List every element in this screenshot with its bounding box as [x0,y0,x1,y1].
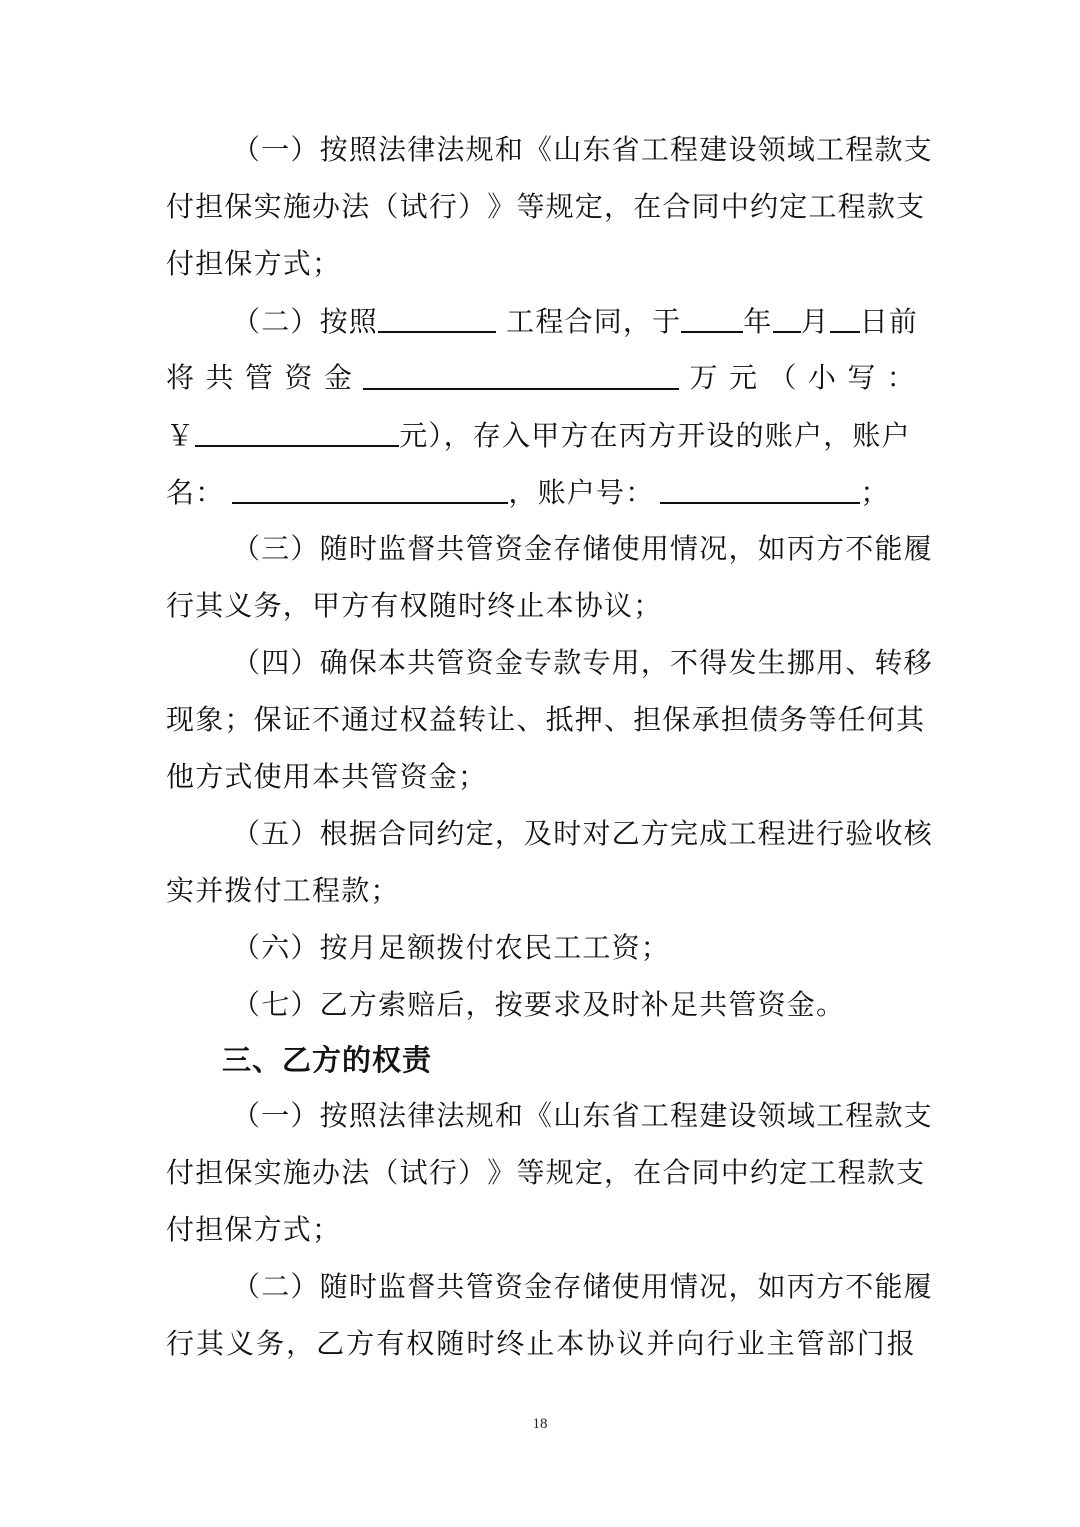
a-item2-char: 金 [323,361,354,394]
a-item2-day: 日前 [859,305,919,338]
a-item2-char: 共 [205,361,235,394]
a-item2-char: 元 [728,361,759,394]
yuan-sign: ￥ [166,419,196,452]
year-blank[interactable] [681,301,743,333]
section-heading: 三、乙方的权责 [222,1043,433,1077]
a-item2-char: 小 [807,361,838,394]
a-item1-line3: 付担保方式； [166,247,342,280]
a-item1-line1: （ 一 ） 按 照 法 律 法 规 和 《 山 东 省 工 程 建 设 领 域 工 程 款 支 [232,133,933,166]
account-name-label: 名： [166,476,225,509]
a-item5-line1: （ 五 ） 根 据 合 同 约 定 ， 及 时 对 乙 方 完 成 工 程 进 行 验 收 核 [232,817,933,850]
a-item2-char: 将 [166,361,196,394]
a-item2-line3-text: 元），存入甲方在丙方开设的账户，账户 [399,419,911,452]
amount-figure-blank[interactable] [195,415,399,447]
a-item2-char: （ [768,361,798,394]
a-item6: （六）按月足额拨付农民工工资； [232,931,671,964]
amount-blank[interactable] [363,358,679,390]
a-item2-line1 [232,301,919,342]
a-item2-contract: 工程合同，于 [506,305,682,338]
a-item2-semicolon: ； [860,476,890,509]
a-item2-lead: （二）按照 [232,305,379,338]
a-item2-char: 万 [689,361,719,394]
a-item2-char: 资 [284,361,314,394]
a-item2-line2 [166,358,916,398]
page-number: 18 [532,1416,548,1432]
month-blank[interactable] [773,301,801,333]
b-item2-line2: 行 其 义 务 ， 乙 方 有 权 随 时 终 止 本 协 议 并 向 行 业 主 管 部 门 报 [166,1327,916,1360]
b-item1-line2: 付 担 保 实 施 办 法 （ 试 行 ） 》 等 规 定 ， 在 合 同 中 约 定 工 程 款 支 [166,1156,926,1189]
b-item1-line1: （ 一 ） 按 照 法 律 法 规 和 《 山 东 省 工 程 建 设 领 域 工 程 款 支 [232,1099,933,1132]
a-item2-char: 写 [847,361,877,394]
a-item2-char: 管 [244,361,275,394]
a-item2-year: 年 [743,305,773,338]
a-item3-line1: （ 三 ） 随 时 监 督 共 管 资 金 存 储 使 用 情 况 ， 如 丙 方 不 能 履 [232,532,933,565]
b-item1-line3: 付担保方式； [166,1213,342,1246]
a-item5-line2: 实并拨付工程款； [166,874,400,907]
a-item1-line2: 付 担 保 实 施 办 法 （ 试 行 ） 》 等 规 定 ， 在 合 同 中 约 定 工 程 款 支 [166,190,926,223]
b-item2-line1: （ 二 ） 随 时 监 督 共 管 资 金 存 储 使 用 情 况 ， 如 丙 方 不 能 履 [232,1270,933,1303]
a-item2-month: 月 [800,305,830,338]
a-item4-line2: 现 象 ； 保 证 不 通 过 权 益 转 让 、 抵 押 、 担 保 承 担 债 务 等 任 何 其 [166,703,926,736]
a-item4-line3: 他方式使用本共管资金； [166,760,488,793]
a-item4-line1: （ 四 ） 确 保 本 共 管 资 金 专 款 专 用 ， 不 得 发 生 挪 用 、 转 移 [232,646,933,679]
a-item2-char: ： [886,361,916,394]
day-blank[interactable] [830,301,860,333]
a-item7: （七）乙方索赔后，按要求及时补足共管资金。 [232,988,846,1021]
account-number-blank[interactable] [660,472,860,504]
account-name-blank[interactable] [232,472,508,504]
a-item3-line2: 行其义务，甲方有权随时终止本协议； [166,589,663,622]
project-name-blank[interactable] [378,301,496,333]
a-item2-line3 [166,415,916,456]
a-item2-line4 [166,472,916,513]
account-number-label: ，账户号： [508,476,655,509]
